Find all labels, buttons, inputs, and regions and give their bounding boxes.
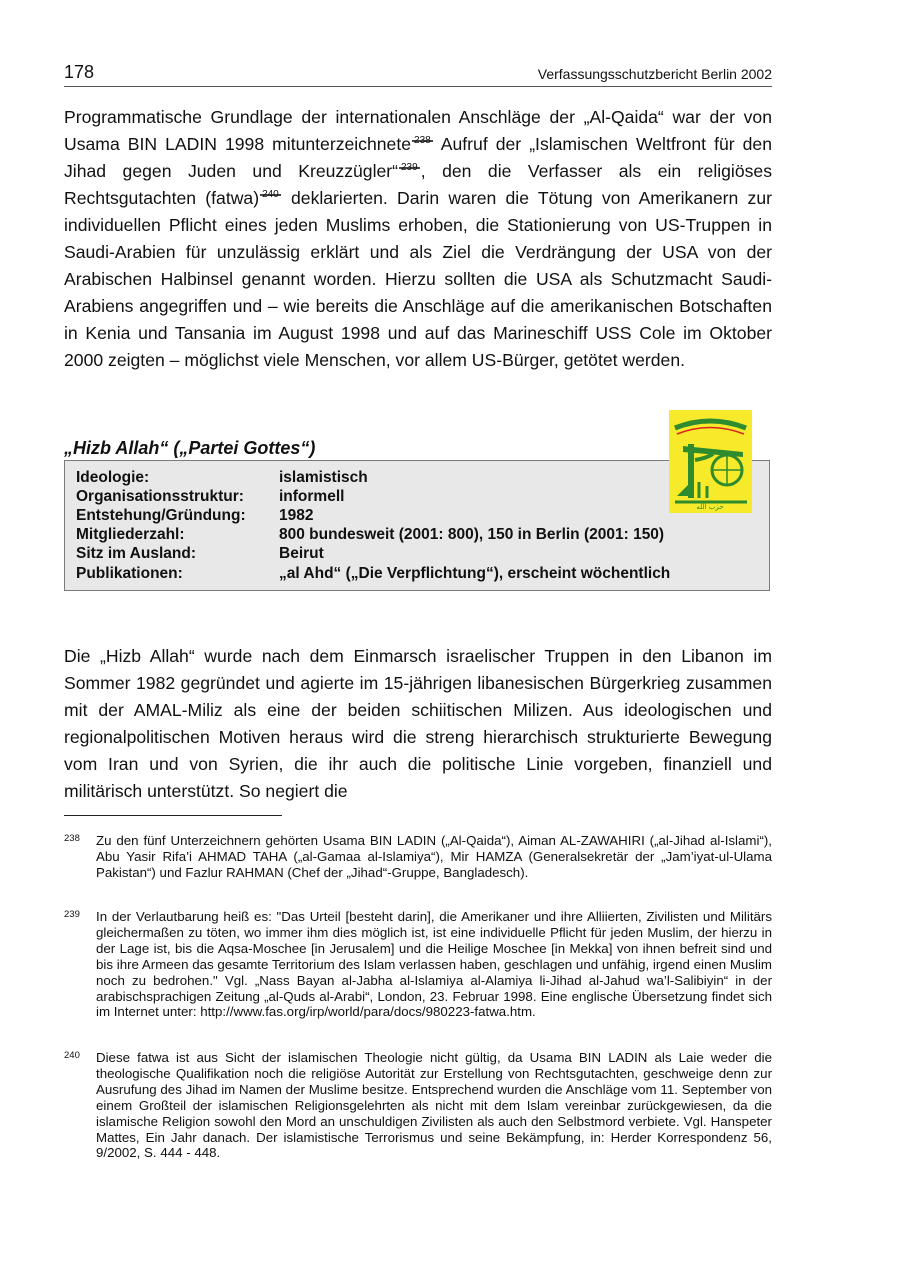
footnote-separator xyxy=(64,815,282,816)
running-title: Verfassungsschutzbericht Berlin 2002 xyxy=(537,66,772,82)
page-number: 178 xyxy=(64,62,95,82)
hizb-allah-emblem-icon xyxy=(669,410,752,513)
footnote-ref-239[interactable]: 239 xyxy=(401,162,418,174)
footnote-text: In der Verlautbarung heiß es: "Das Urteil [besteht darin], die Amerikaner und ihre Alliierten, Zivilisten und Militärs gleichermaßen zu töten, wo immer ihm dies möglich ist, ist eine individuelle Pflicht für jeden Muslim, der hierzu in der Lage ist, bis die Aqsa-Moschee [in Jerusalem] und die Heilige Moschee [in Mekka] von ihnen befreit sind und bis ihre Armeen das gesamte Territorium des Islam verlassen haben, geschlagen und unfähig, irgend einen Muslim noch zu bedrohen." Vgl. „Nass Bayan al-Jabha al-Islamiya al-Alamiya li-Jihad al-Jahud wa’l-Salibiyin“ in der arabischsprachigen Zeitung „al-Quds al-Arabi“, London, 23. Februar 1998. Eine englische Übersetzung findet sich im Internet unter: http://www.fas.org/irp/world/para/docs/980223-fatwa.htm. xyxy=(96,909,772,1020)
footnote-238 xyxy=(64,833,772,881)
footnote-text: Diese fatwa ist aus Sicht der islamischen Theologie nicht gültig, da Usama BIN LADIN als Laie weder die theologische Qualifikation noch die religiöse Autorität zur Erstellung von Rechtsgutachten, geschweige denn zur Ausrufung des Jihad im Namen der Muslime besitze. Entsprechend wurden die Anschläge vom 11. September von einem Großteil der islamischen Religionsgelehrten als nicht mit dem Islam vereinbar zurückgewiesen, da die islamische Religion sowohl den Mord an unschuldigen Zivilisten als auch den Selbstmord verbiete. Vgl. Hanspeter Mattes, Ein Jahr danach. Der islamistische Terrorismus und seine Bekämpfung, in: Herder Korrespondenz 56, 9/2002, S. 444 - 448. xyxy=(96,1050,772,1161)
info-label: Organisationsstruktur: xyxy=(76,488,244,505)
info-value: „al Ahd“ („Die Verpflichtung“), erscheint wöchentlich xyxy=(279,565,671,582)
footnote-number: 238 xyxy=(64,833,80,844)
page-header xyxy=(64,62,772,87)
intro-text-2: Aufruf der „Islamischen Weltfront für den Jihad gegen Juden und Kreuzzügler“ xyxy=(64,134,772,181)
info-label: Entstehung/Gründung: xyxy=(76,507,246,524)
info-label: Ideologie: xyxy=(76,469,150,486)
organization-title: „Hizb Allah“ („Partei Gottes“) xyxy=(64,438,316,458)
info-label: Sitz im Ausland: xyxy=(76,545,196,562)
intro-paragraph xyxy=(64,104,772,374)
footnote-number: 240 xyxy=(64,1050,80,1061)
organization-infobox xyxy=(64,460,770,591)
info-value: informell xyxy=(279,488,345,505)
footnote-ref-238[interactable]: 238 xyxy=(414,135,431,147)
info-value: 800 bundesweit (2001: 800), 150 in Berlin (2001: 150) xyxy=(279,526,665,543)
info-value: 1982 xyxy=(279,507,314,524)
info-value: Beirut xyxy=(279,545,324,562)
footnote-ref-240[interactable]: 240 xyxy=(262,189,279,201)
footnote-text: Zu den fünf Unterzeichnern gehörten Usama BIN LADIN („Al-Qaida“), Aiman AL-ZAWAHIRI („al-Jihad al-Islami“), Abu Yasir Rifa’i AHMAD TAHA („al-Gamaa al-Islamiya“), Mir HAMZA (Generalsekretär der „Jam’iyat-ul-Ulama Pakistan“) und Fazlur RAHMAN (Chef der „Jihad“-Gruppe, Bangladesch). xyxy=(96,833,772,880)
intro-text-1: Programmatische Grundlage der internationalen Anschläge der „Al-Qaida“ war der von Usama BIN LADIN 1998 mitunterzeichnete xyxy=(64,107,772,154)
info-label: Publikationen: xyxy=(76,565,183,582)
footnote-240 xyxy=(64,1050,772,1161)
info-value: islamistisch xyxy=(279,469,368,486)
body-paragraph: Die „Hizb Allah“ wurde nach dem Einmarsch israelischer Truppen in den Libanon im Sommer 1982 gegründet und agierte im 15-jährigen libanesischen Bürgerkrieg zusammen mit der AMAL-Miliz als eine der beiden schiitischen Milizen. Aus ideologischen und regionalpolitischen Motiven heraus wird die streng hierarchisch strukturierte Bewegung vom Iran und von Syrien, die ihr auch die politische Linie vorgeben, finanziell und militärisch unterstützt. So negiert die xyxy=(64,646,772,801)
intro-text-4: deklarierten. Darin waren die Tötung von Amerikanern zur individuellen Pflicht eines jeden Muslims erhoben, die Stationierung von US-Truppen in Saudi-Arabien für unzulässig erklärt und als Ziel die Verdrängung der USA von der Arabischen Halbinsel genannt worden. Hierzu sollten die USA als Schutzmacht Saudi-Arabiens angegriffen und – wie bereits die Anschläge auf die amerikanischen Botschaften in Kenia und Tansania im August 1998 und auf das Marineschiff USS Cole im Oktober 2000 zeigten – möglichst viele Menschen, vor allem US-Bürger, getötet werden. xyxy=(64,188,772,370)
intro-text-3: , den die Verfasser als ein religiöses Rechtsgutachten (fatwa) xyxy=(64,161,772,208)
logo-lettering: حزب الله xyxy=(696,503,724,511)
info-label: Mitgliederzahl: xyxy=(76,526,185,543)
footnote-239 xyxy=(64,909,772,1020)
footnote-number: 239 xyxy=(64,909,80,920)
hizb-allah-logo xyxy=(669,410,752,513)
